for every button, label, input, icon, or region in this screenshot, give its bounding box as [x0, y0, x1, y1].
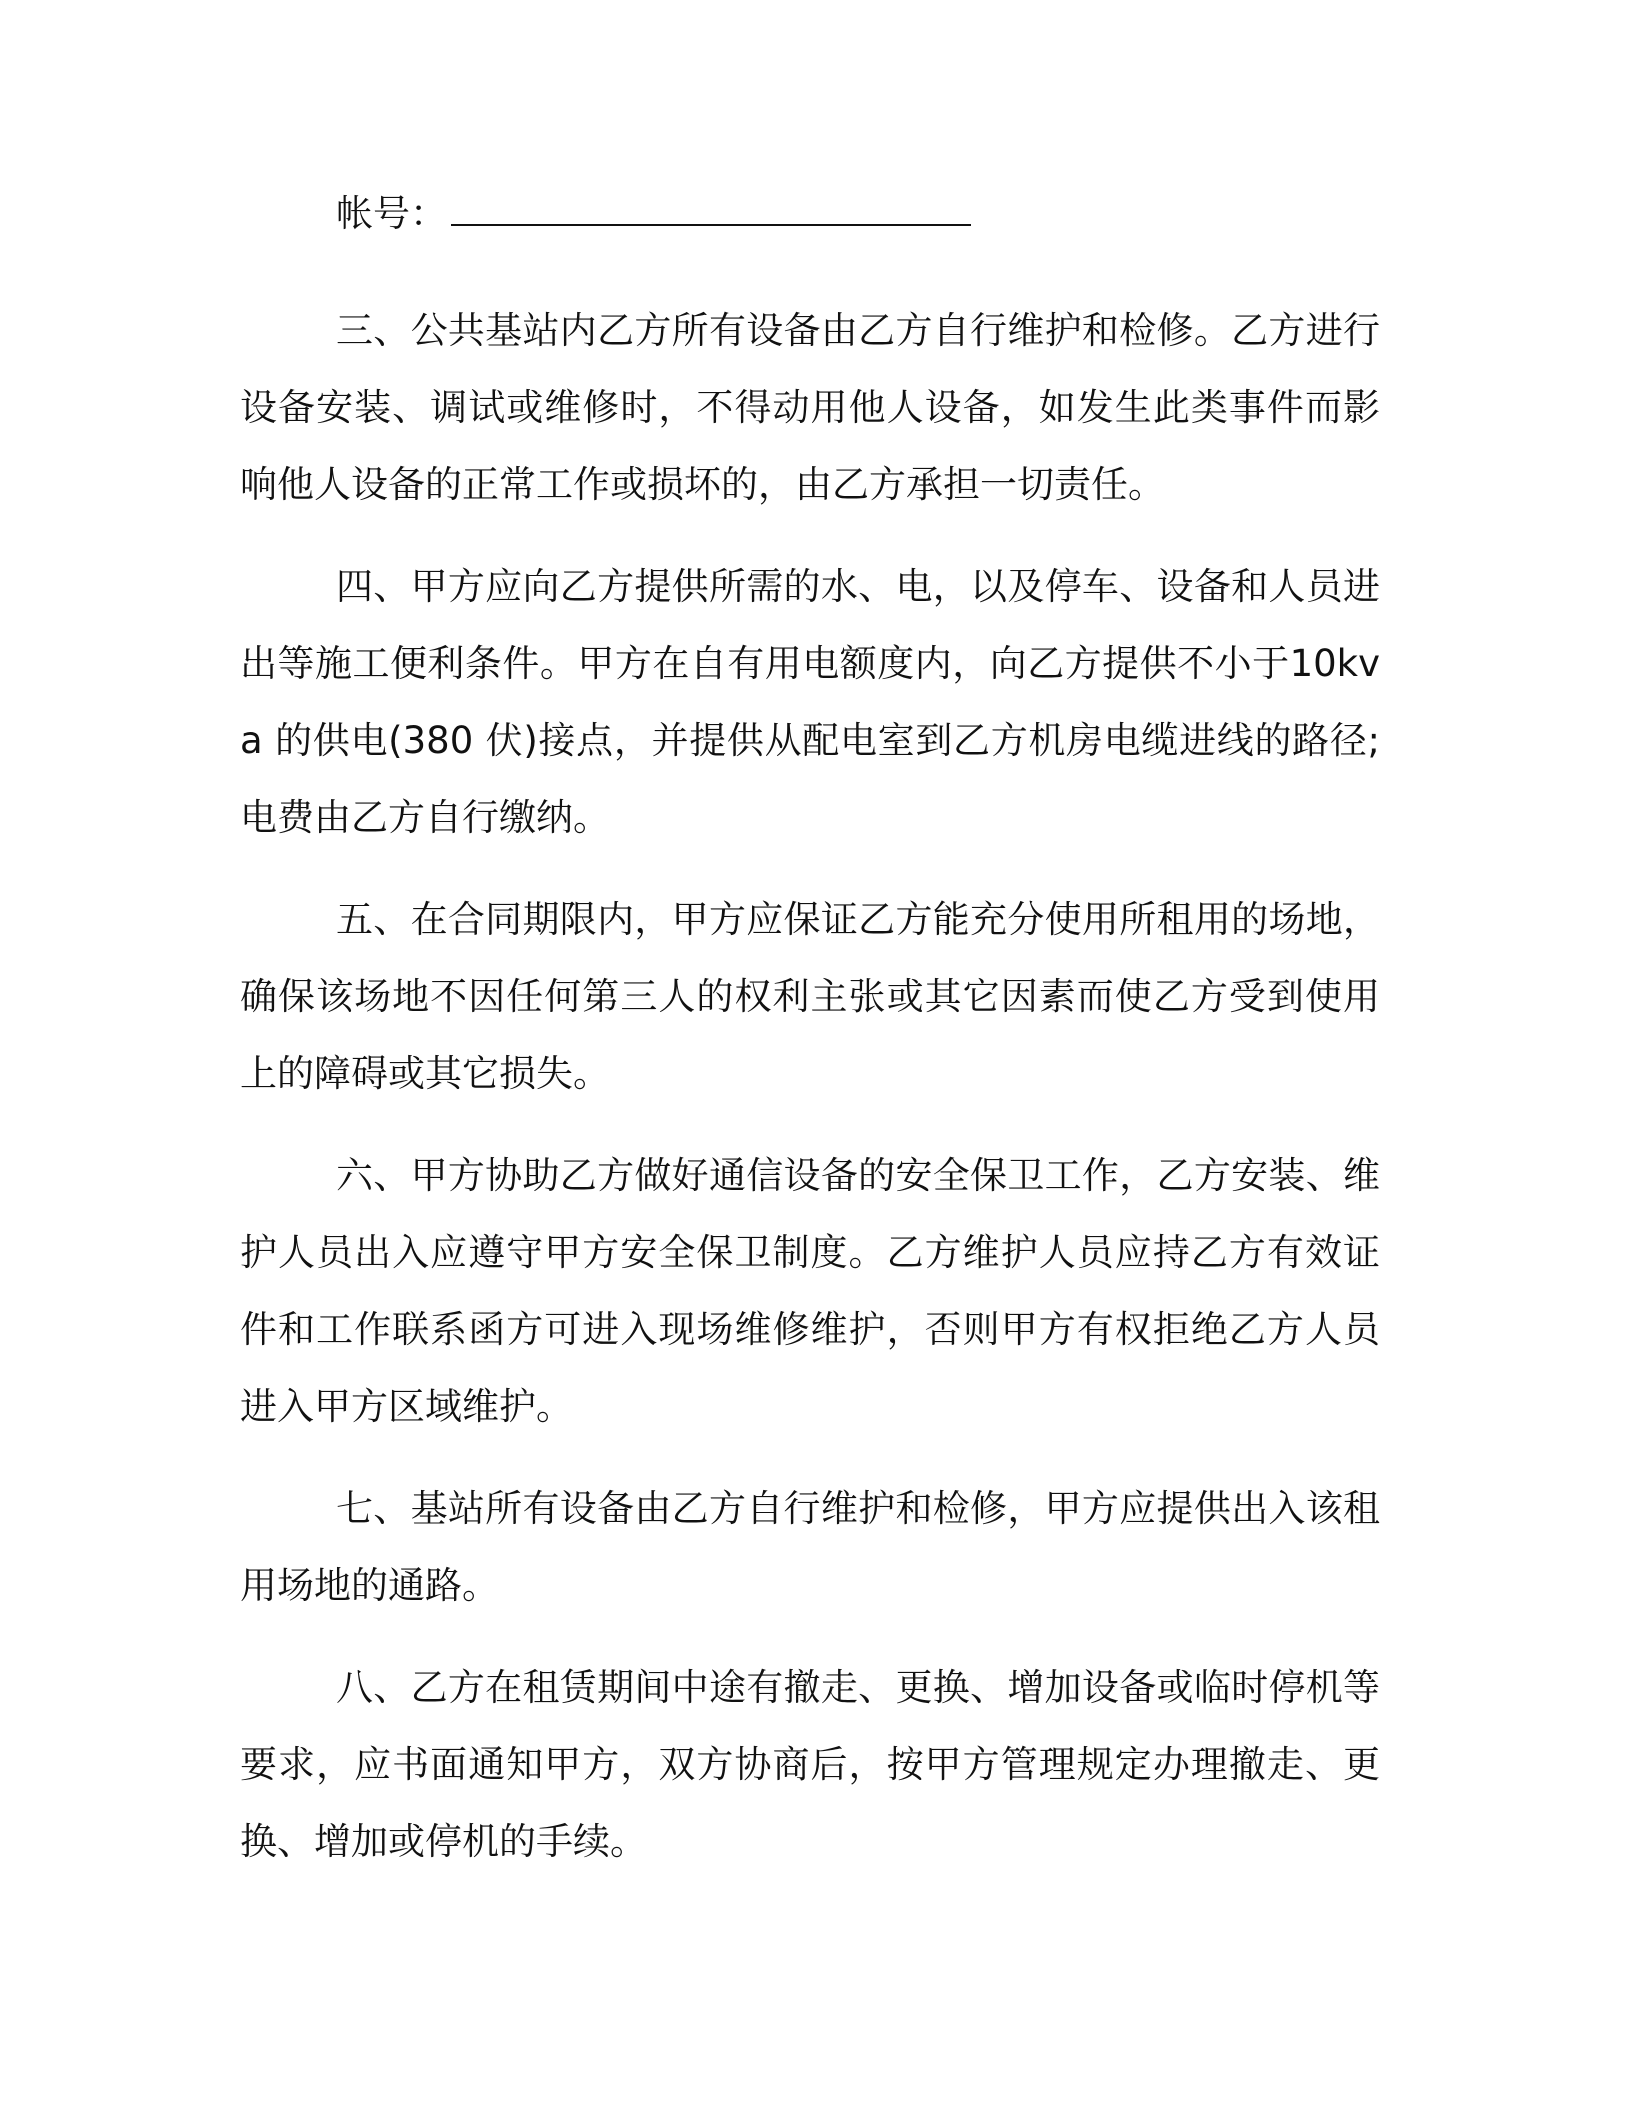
clause-3: 三、公共基站内乙方所有设备由乙方自行维护和检修。乙方进行设备安装、调试或维修时，不得动用他人设备，如发生此类事件而影响他人设备的正常工作或损坏的，由乙方承担一切责任。 — [240, 309, 1380, 506]
account-label: 帐号： — [336, 192, 447, 235]
document-body — [240, 188, 1380, 1905]
clause-6: 六、甲方协助乙方做好通信设备的安全保卫工作，乙方安装、维护人员出入应遵守甲方安全保卫制度。乙方维护人员应持乙方有效证件和工作联系函方可进入现场维修维护，否则甲方有权拒绝乙方人员进入甲方区域维护。 — [240, 1154, 1380, 1428]
clause-4: 四、甲方应向乙方提供所需的水、电，以及停车、设备和人员进出等施工便利条件。甲方在自有用电额度内，向乙方提供不小于10kva 的供电(380 伏)接点，并提供从配电室到乙方机房电缆进线的路径;电费由乙方自行缴纳。 — [240, 565, 1380, 839]
clause-7: 七、基站所有设备由乙方自行维护和检修，甲方应提供出入该租用场地的通路。 — [240, 1487, 1380, 1607]
account-blank-line — [451, 194, 971, 226]
clause-5: 五、在合同期限内，甲方应保证乙方能充分使用所租用的场地，确保该场地不因任何第三人的权利主张或其它因素而使乙方受到使用上的障碍或其它损失。 — [240, 898, 1380, 1095]
clause-8: 八、乙方在租赁期间中途有撤走、更换、增加设备或临时停机等要求，应书面通知甲方，双方协商后，按甲方管理规定办理撤走、更换、增加或停机的手续。 — [240, 1666, 1380, 1863]
account-line — [240, 188, 1380, 240]
